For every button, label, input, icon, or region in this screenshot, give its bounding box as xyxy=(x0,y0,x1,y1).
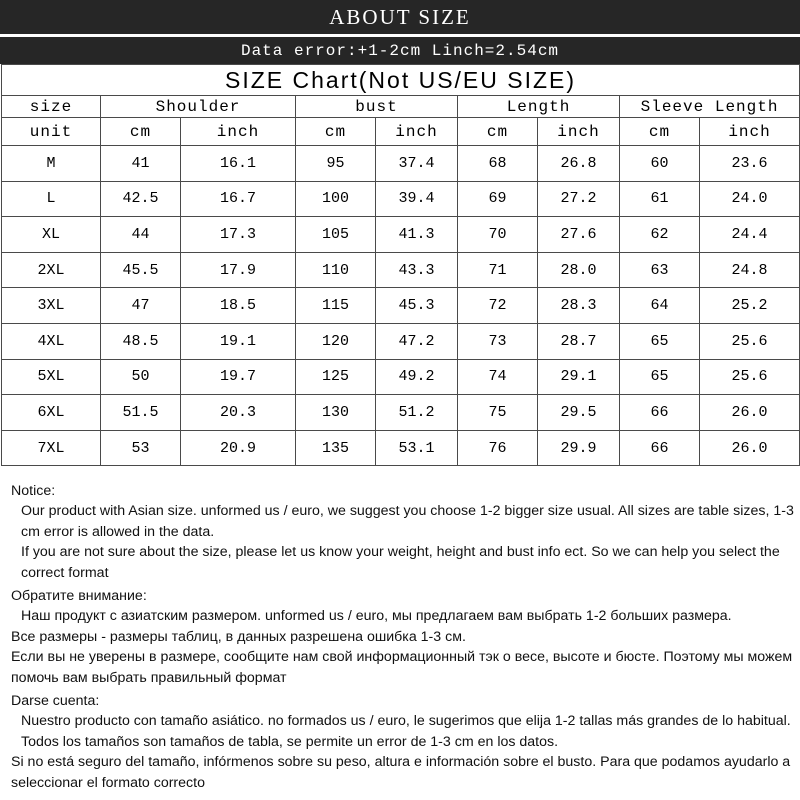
measurement-cell: 29.9 xyxy=(538,430,620,466)
measurement-cell: 25.6 xyxy=(700,359,800,395)
notice-heading-ru: Обратите внимание: xyxy=(11,588,147,605)
data-error-note: Data error:+1-2cm Linch=2.54cm xyxy=(0,37,800,64)
measurement-cell: 110 xyxy=(296,252,376,288)
size-label-cell: 6XL xyxy=(2,395,101,431)
measurement-cell: 25.6 xyxy=(700,323,800,359)
notice-paragraph: Our product with Asian size. unformed us / euro, we suggest you choose 1-2 bigger size usual. All sizes are table sizes, 1-3 cm error is allowed in the data. xyxy=(21,503,794,540)
measurement-cell: 48.5 xyxy=(101,323,181,359)
measurement-cell: 115 xyxy=(296,288,376,324)
size-row xyxy=(2,146,800,182)
measurement-cell: 29.5 xyxy=(538,395,620,431)
size-label-cell: M xyxy=(2,146,101,182)
measurement-cell: 53 xyxy=(101,430,181,466)
unit-cell: inch xyxy=(538,118,620,146)
size-header: size xyxy=(2,96,101,118)
measurement-cell: 71 xyxy=(458,252,538,288)
size-row xyxy=(2,252,800,288)
measurement-cell: 135 xyxy=(296,430,376,466)
measurement-cell: 26.0 xyxy=(700,430,800,466)
notice-paragraph: Все размеры - размеры таблиц, в данных разрешена ошибка 1-3 см. xyxy=(11,628,466,645)
measurement-cell: 60 xyxy=(620,146,700,182)
measurement-cell: 125 xyxy=(296,359,376,395)
size-row xyxy=(2,217,800,253)
measurement-cell: 19.1 xyxy=(181,323,296,359)
measurement-cell: 43.3 xyxy=(376,252,458,288)
about-size-title: ABOUT SIZE xyxy=(0,0,800,37)
measurement-cell: 20.3 xyxy=(181,395,296,431)
measurement-cell: 50 xyxy=(101,359,181,395)
size-label-cell: XL xyxy=(2,217,101,253)
measurement-cell: 95 xyxy=(296,146,376,182)
sleeve-length-header: Sleeve Length xyxy=(620,96,800,118)
measurement-cell: 75 xyxy=(458,395,538,431)
measurement-cell: 53.1 xyxy=(376,430,458,466)
measurement-cell: 16.7 xyxy=(181,181,296,217)
notice-paragraph: Nuestro producto con tamaño asiático. no formados us / euro, le sugerimos que elija 1-2 tallas más grandes de lo habitual. Todos los tamaños son tamaños de tabla, se permite un error de 1-3 cm en los datos. xyxy=(21,713,791,750)
measurement-cell: 49.2 xyxy=(376,359,458,395)
measurement-cell: 63 xyxy=(620,252,700,288)
unit-cell: inch xyxy=(181,118,296,146)
size-table xyxy=(1,64,800,466)
measurement-cell: 72 xyxy=(458,288,538,324)
measurement-cell: 17.3 xyxy=(181,217,296,253)
measurement-cell: 16.1 xyxy=(181,146,296,182)
measurement-cell: 65 xyxy=(620,323,700,359)
measurement-cell: 24.4 xyxy=(700,217,800,253)
measurement-cell: 41 xyxy=(101,146,181,182)
measurement-cell: 47.2 xyxy=(376,323,458,359)
size-label-cell: 2XL xyxy=(2,252,101,288)
measurement-cell: 74 xyxy=(458,359,538,395)
measurement-cell: 47 xyxy=(101,288,181,324)
measurement-cell: 17.9 xyxy=(181,252,296,288)
measurement-cell: 68 xyxy=(458,146,538,182)
notice-paragraph: Si no está seguro del tamaño, infórmenos sobre su peso, altura e información sobre el busto. Para que podamos ayudarlo a seleccionar el formato correcto xyxy=(11,754,791,791)
shoulder-header: Shoulder xyxy=(101,96,296,118)
size-row xyxy=(2,288,800,324)
measurement-cell: 18.5 xyxy=(181,288,296,324)
measurement-cell: 27.2 xyxy=(538,181,620,217)
unit-cell: cm xyxy=(101,118,181,146)
unit-cell: cm xyxy=(296,118,376,146)
measurement-cell: 28.7 xyxy=(538,323,620,359)
measurement-cell: 69 xyxy=(458,181,538,217)
notice-paragraph: If you are not sure about the size, please let us know your weight, height and bust info ect. So we can help you select the correct format xyxy=(21,544,780,581)
size-row xyxy=(2,323,800,359)
measurement-cell: 37.4 xyxy=(376,146,458,182)
size-label-cell: 5XL xyxy=(2,359,101,395)
measurement-cell: 105 xyxy=(296,217,376,253)
bust-header: bust xyxy=(296,96,458,118)
size-row xyxy=(2,181,800,217)
size-row xyxy=(2,430,800,466)
measurement-cell: 73 xyxy=(458,323,538,359)
measurement-cell: 76 xyxy=(458,430,538,466)
measurement-cell: 28.3 xyxy=(538,288,620,324)
notice-heading-en: Notice: xyxy=(11,483,56,499)
measurement-cell: 26.0 xyxy=(700,395,800,431)
measurement-cell: 61 xyxy=(620,181,700,217)
notice-paragraph: Наш продукт с азиатским размером. unformed us / euro, мы предлагаем вам выбрать 1-2 больших размера. xyxy=(21,608,732,625)
measurement-cell: 51.5 xyxy=(101,395,181,431)
notice-section xyxy=(11,481,796,793)
size-label-cell: 7XL xyxy=(2,430,101,466)
measurement-cell: 64 xyxy=(620,288,700,324)
measurement-cell: 25.2 xyxy=(700,288,800,324)
notice-heading-es: Darse cuenta: xyxy=(11,693,100,710)
measurement-cell: 23.6 xyxy=(700,146,800,182)
notice-paragraph: Если вы не уверены в размере, сообщите нам свой информационный тэк о весе, высоте и бюсте. Поэтому мы можем помочь вам выбрать правильный формат xyxy=(11,649,793,686)
unit-cell: cm xyxy=(458,118,538,146)
unit-header: unit xyxy=(2,118,101,146)
size-row xyxy=(2,359,800,395)
size-label-cell: 4XL xyxy=(2,323,101,359)
measurement-cell: 130 xyxy=(296,395,376,431)
measurement-cell: 62 xyxy=(620,217,700,253)
measurement-cell: 100 xyxy=(296,181,376,217)
measurement-cell: 19.7 xyxy=(181,359,296,395)
measurement-cell: 120 xyxy=(296,323,376,359)
size-label-cell: L xyxy=(2,181,101,217)
measurement-cell: 39.4 xyxy=(376,181,458,217)
measurement-cell: 20.9 xyxy=(181,430,296,466)
measurement-cell: 45.5 xyxy=(101,252,181,288)
measurement-cell: 65 xyxy=(620,359,700,395)
measurement-cell: 42.5 xyxy=(101,181,181,217)
unit-cell: inch xyxy=(700,118,800,146)
measurement-cell: 66 xyxy=(620,395,700,431)
measurement-cell: 41.3 xyxy=(376,217,458,253)
size-row xyxy=(2,395,800,431)
measurement-cell: 45.3 xyxy=(376,288,458,324)
measurement-cell: 27.6 xyxy=(538,217,620,253)
measurement-cell: 24.0 xyxy=(700,181,800,217)
size-chart-title: SIZE Chart(Not US/EU SIZE) xyxy=(2,65,800,96)
measurement-cell: 26.8 xyxy=(538,146,620,182)
measurement-cell: 66 xyxy=(620,430,700,466)
measurement-cell: 44 xyxy=(101,217,181,253)
unit-cell: cm xyxy=(620,118,700,146)
measurement-cell: 24.8 xyxy=(700,252,800,288)
measurement-cell: 70 xyxy=(458,217,538,253)
length-header: Length xyxy=(458,96,620,118)
measurement-cell: 51.2 xyxy=(376,395,458,431)
unit-cell: inch xyxy=(376,118,458,146)
measurement-cell: 29.1 xyxy=(538,359,620,395)
size-label-cell: 3XL xyxy=(2,288,101,324)
measurement-cell: 28.0 xyxy=(538,252,620,288)
